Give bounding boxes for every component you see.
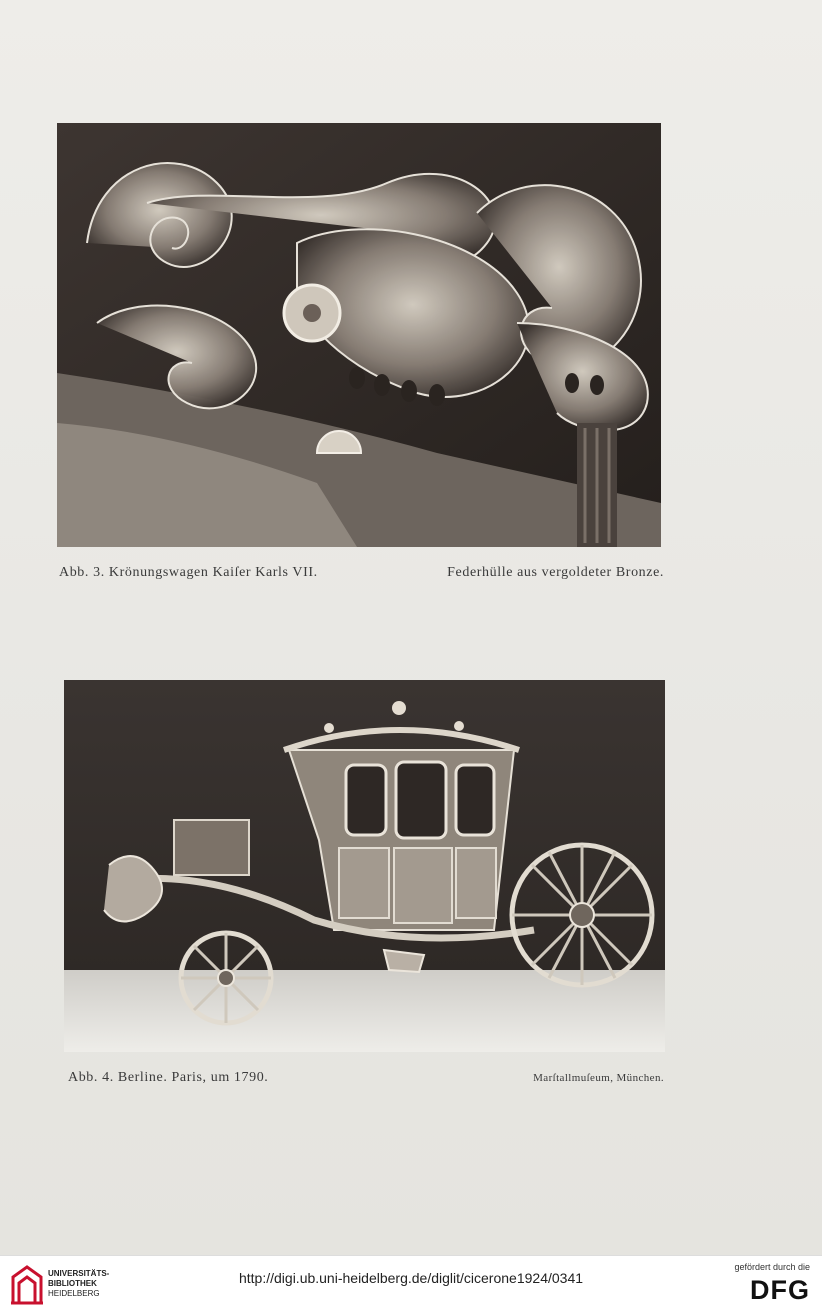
permalink-url[interactable]: http://digi.ub.uni-heidelberg.de/diglit/cicerone1924/0341 xyxy=(238,1270,584,1286)
library-name-line-1: UNIVERSITÄTS- xyxy=(48,1269,110,1278)
figure-4-credit: Marſtallmuſeum, München. xyxy=(533,1072,664,1084)
library-name-line-2: BIBLIOTHEK xyxy=(48,1279,97,1288)
figure-3-photo xyxy=(57,123,661,547)
figure-4-caption: Abb. 4. Berline. Paris, um 1790. xyxy=(68,1070,269,1085)
figure-3-caption: Abb. 3. Krönungswagen Kaiſer Karls VII. xyxy=(59,565,318,580)
viewer-footer xyxy=(0,1255,822,1314)
funding-note: gefördert durch die xyxy=(734,1262,810,1272)
figure-3-description: Federhülle aus vergoldeter Bronze. xyxy=(447,565,664,580)
library-name-line-3: HEIDELBERG xyxy=(48,1289,100,1298)
figure-4-photo xyxy=(64,680,665,1052)
dfg-logo[interactable]: DFG xyxy=(750,1275,810,1305)
